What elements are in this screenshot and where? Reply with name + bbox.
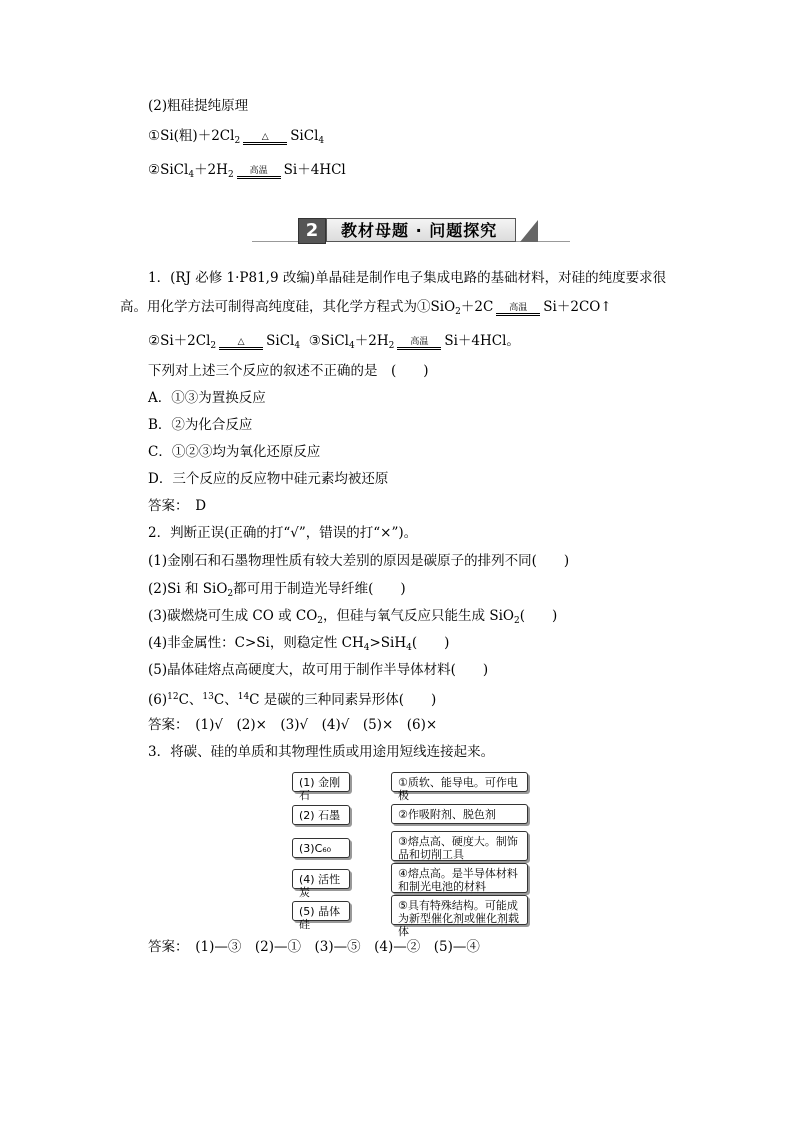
q2-item-5: (5)晶体硅熔点高硬度大，故可用于制作半导体材料( ) xyxy=(148,662,489,678)
right-box-2: ②作吸附剂、脱色剂 xyxy=(391,804,528,824)
right-box-1: ①质软、能导电。可作电极 xyxy=(391,772,528,792)
left-box-diamond: (1) 金刚石 xyxy=(292,772,350,792)
q1-option-d: D．三个反应的反应物中硅元素均被还原 xyxy=(148,471,389,487)
q1-option-c: C．①②③均为氧化还原反应 xyxy=(148,444,321,460)
q2-item-3: (3)碳燃烧可生成 CO 或 $CO_2$，但硅与氧气反应只能生成 SiO$_2$( ) xyxy=(148,608,558,626)
left-box-activated-carbon: (4) 活性炭 xyxy=(292,869,350,889)
section-title: 教材母题 · 问题探究 xyxy=(326,218,516,242)
q2-item-2: (2)Si 和 SiO$_2$都可用于制造光导纤维( ) xyxy=(148,581,406,599)
q1-option-a: A．①③为置换反应 xyxy=(148,390,266,406)
banner-triangle-decoration xyxy=(520,220,538,242)
q2-item-6: $(6)^{12}C$、$^{13}$C、$^{14}$C 是碳的三种同素异形体( ) xyxy=(148,692,437,708)
q2-item-4: (4)非金属性：C>Si，则稳定性 $CH_4>SiH_4$( ) xyxy=(148,635,450,653)
section-number-badge: 2 xyxy=(298,218,326,244)
equation-1: ①Si(粗)$+2Cl_2$ △ SiCl$_4$ xyxy=(148,128,325,146)
q2-title: 2．判断正误(正确的打“√”，错误的打“×”)。 xyxy=(148,525,418,541)
q1-line-1: 1．(RJ 必修 1·P81,9 改编)单晶硅是制作电子集成电路的基础材料，对硅的纯度要求很 xyxy=(148,270,667,286)
q1-stem: 下列对上述三个反应的叙述不正确的是 ( ) xyxy=(148,363,429,379)
equation-2: $②SiCl_4+2H_2$ 高温 Si＋4HCl xyxy=(148,162,346,180)
q2-item-1: (1)金刚石和石墨物理性质有较大差别的原因是碳原子的排列不同( ) xyxy=(148,553,570,569)
q3-title: 3．将碳、硅的单质和其物理性质或用途用短线连接起来。 xyxy=(148,744,495,760)
q3-answer: 答案： (1)—③ (2)—① (3)—⑤ (4)—② (5)—④ xyxy=(148,939,480,955)
q2-answer: 答案： (1)√ (2)× (3)√ (4)√ (5)× (6)× xyxy=(148,717,438,733)
q1-line-3: $②Si+2Cl_2$ △ SiCl$_4$ $③SiCl_4+2H_2$ 高温 Si＋4HCl。 xyxy=(148,333,520,351)
left-box-graphite: (2) 石墨 xyxy=(292,805,350,825)
q1-option-b: B．②为化合反应 xyxy=(148,417,253,433)
q1-answer: 答案： D xyxy=(148,498,207,514)
left-box-c60: (3)C₆₀ xyxy=(292,838,350,858)
right-box-3: ③熔点高、硬度大。制饰品和切削工具 xyxy=(391,831,528,861)
subsection-heading: (2)粗硅提纯原理 xyxy=(148,98,249,114)
q1-line-2: 高。用化学方法可制得高纯度硅，其化学方程式为①SiO$_2$＋2C 高温 Si＋2CO↑ xyxy=(120,299,612,317)
left-box-crystalline-silicon: (5) 晶体硅 xyxy=(292,901,350,921)
section-banner xyxy=(252,216,570,246)
right-box-5: ⑤具有特殊结构。可能成为新型催化剂或催化剂载体 xyxy=(391,895,528,925)
right-box-4: ④熔点高。是半导体材料和制光电池的材料 xyxy=(391,863,528,893)
